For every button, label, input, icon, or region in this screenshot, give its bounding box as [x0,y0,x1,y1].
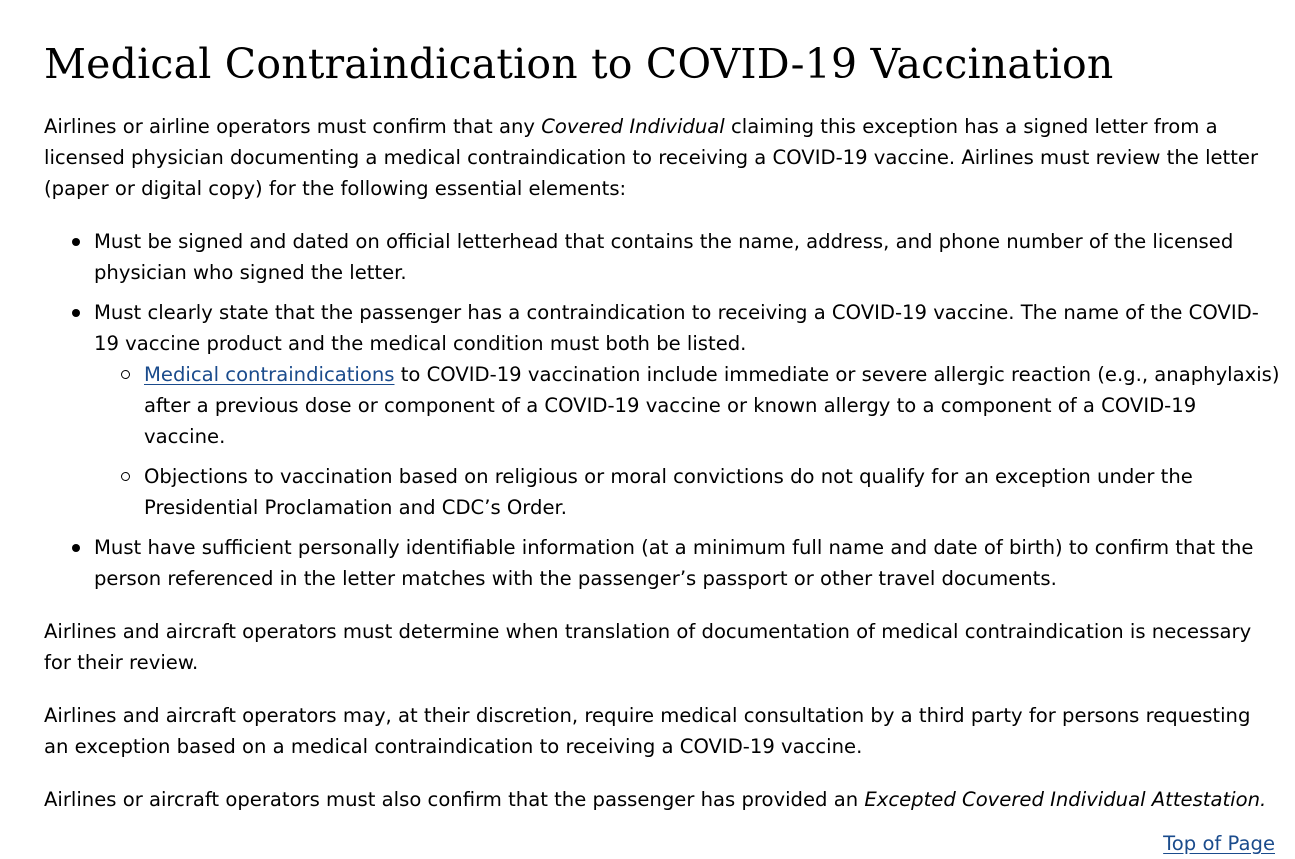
requirement-text: Must clearly state that the passenger has a contraindication to receiving a COVID-19 vaccine. The name of the COVID-19 vaccine product and the medical condition must both be listed. [94,301,1259,355]
attestation-paragraph [44,784,1280,815]
intro-emphasis: Covered Individual [541,115,725,138]
sub-requirements-list [94,359,1280,523]
sub-list-item [144,359,1280,452]
intro-text-end: claiming this exception has a signed letter from a licensed physician documenting a medical contraindication to receiving a COVID-19 vaccine. Airlines must review the letter (paper or digital copy) for the following essential elements: [44,115,1259,200]
list-item [94,226,1280,288]
intro-paragraph [44,111,1280,204]
attestation-text: Airlines or aircraft operators must also confirm that the passenger has provided an [44,788,865,811]
translation-paragraph: Airlines and aircraft operators must determine when translation of documentation of medical contraindication is necessary for their review. [44,620,1252,674]
consultation-paragraph: Airlines and aircraft operators may, at their discretion, require medical consultation by a third party for persons requesting an exception based on a medical contraindication to receiving a COVID-19 vaccine. [44,704,1251,758]
contraindications-text: to COVID-19 vaccination include immediate or severe allergic reaction (e.g., anaphylaxis) after a previous dose or component of a COVID-19 vaccine or known allergy to a component of a COVID-19 vaccine. [144,363,1280,448]
requirement-text: Must be signed and dated on official letterhead that contains the name, address, and phone number of the licensed physician who signed the letter. [94,230,1234,284]
medical-contraindications-link[interactable]: Medical contraindications [144,363,395,386]
requirements-list [44,226,1280,594]
sub-list-item [144,461,1280,523]
list-item [94,532,1280,594]
attestation-emphasis: Excepted Covered Individual Attestation. [864,788,1267,811]
requirement-text: Must have sufficient personally identifiable information (at a minimum full name and date of birth) to confirm that the person referenced in the letter matches with the passenger’s passport or other travel documents. [94,536,1254,590]
intro-text-start: Airlines or airline operators must confirm that any [44,115,542,138]
page-title: Medical Contraindication to COVID-19 Vaccination [44,40,1114,88]
list-item [94,297,1280,523]
main-content [44,0,1280,815]
top-of-page-link[interactable]: Top of Page [1163,832,1275,855]
objections-text: Objections to vaccination based on religious or moral convictions do not qualify for an exception under the Presidential Proclamation and CDC’s Order. [144,465,1193,519]
